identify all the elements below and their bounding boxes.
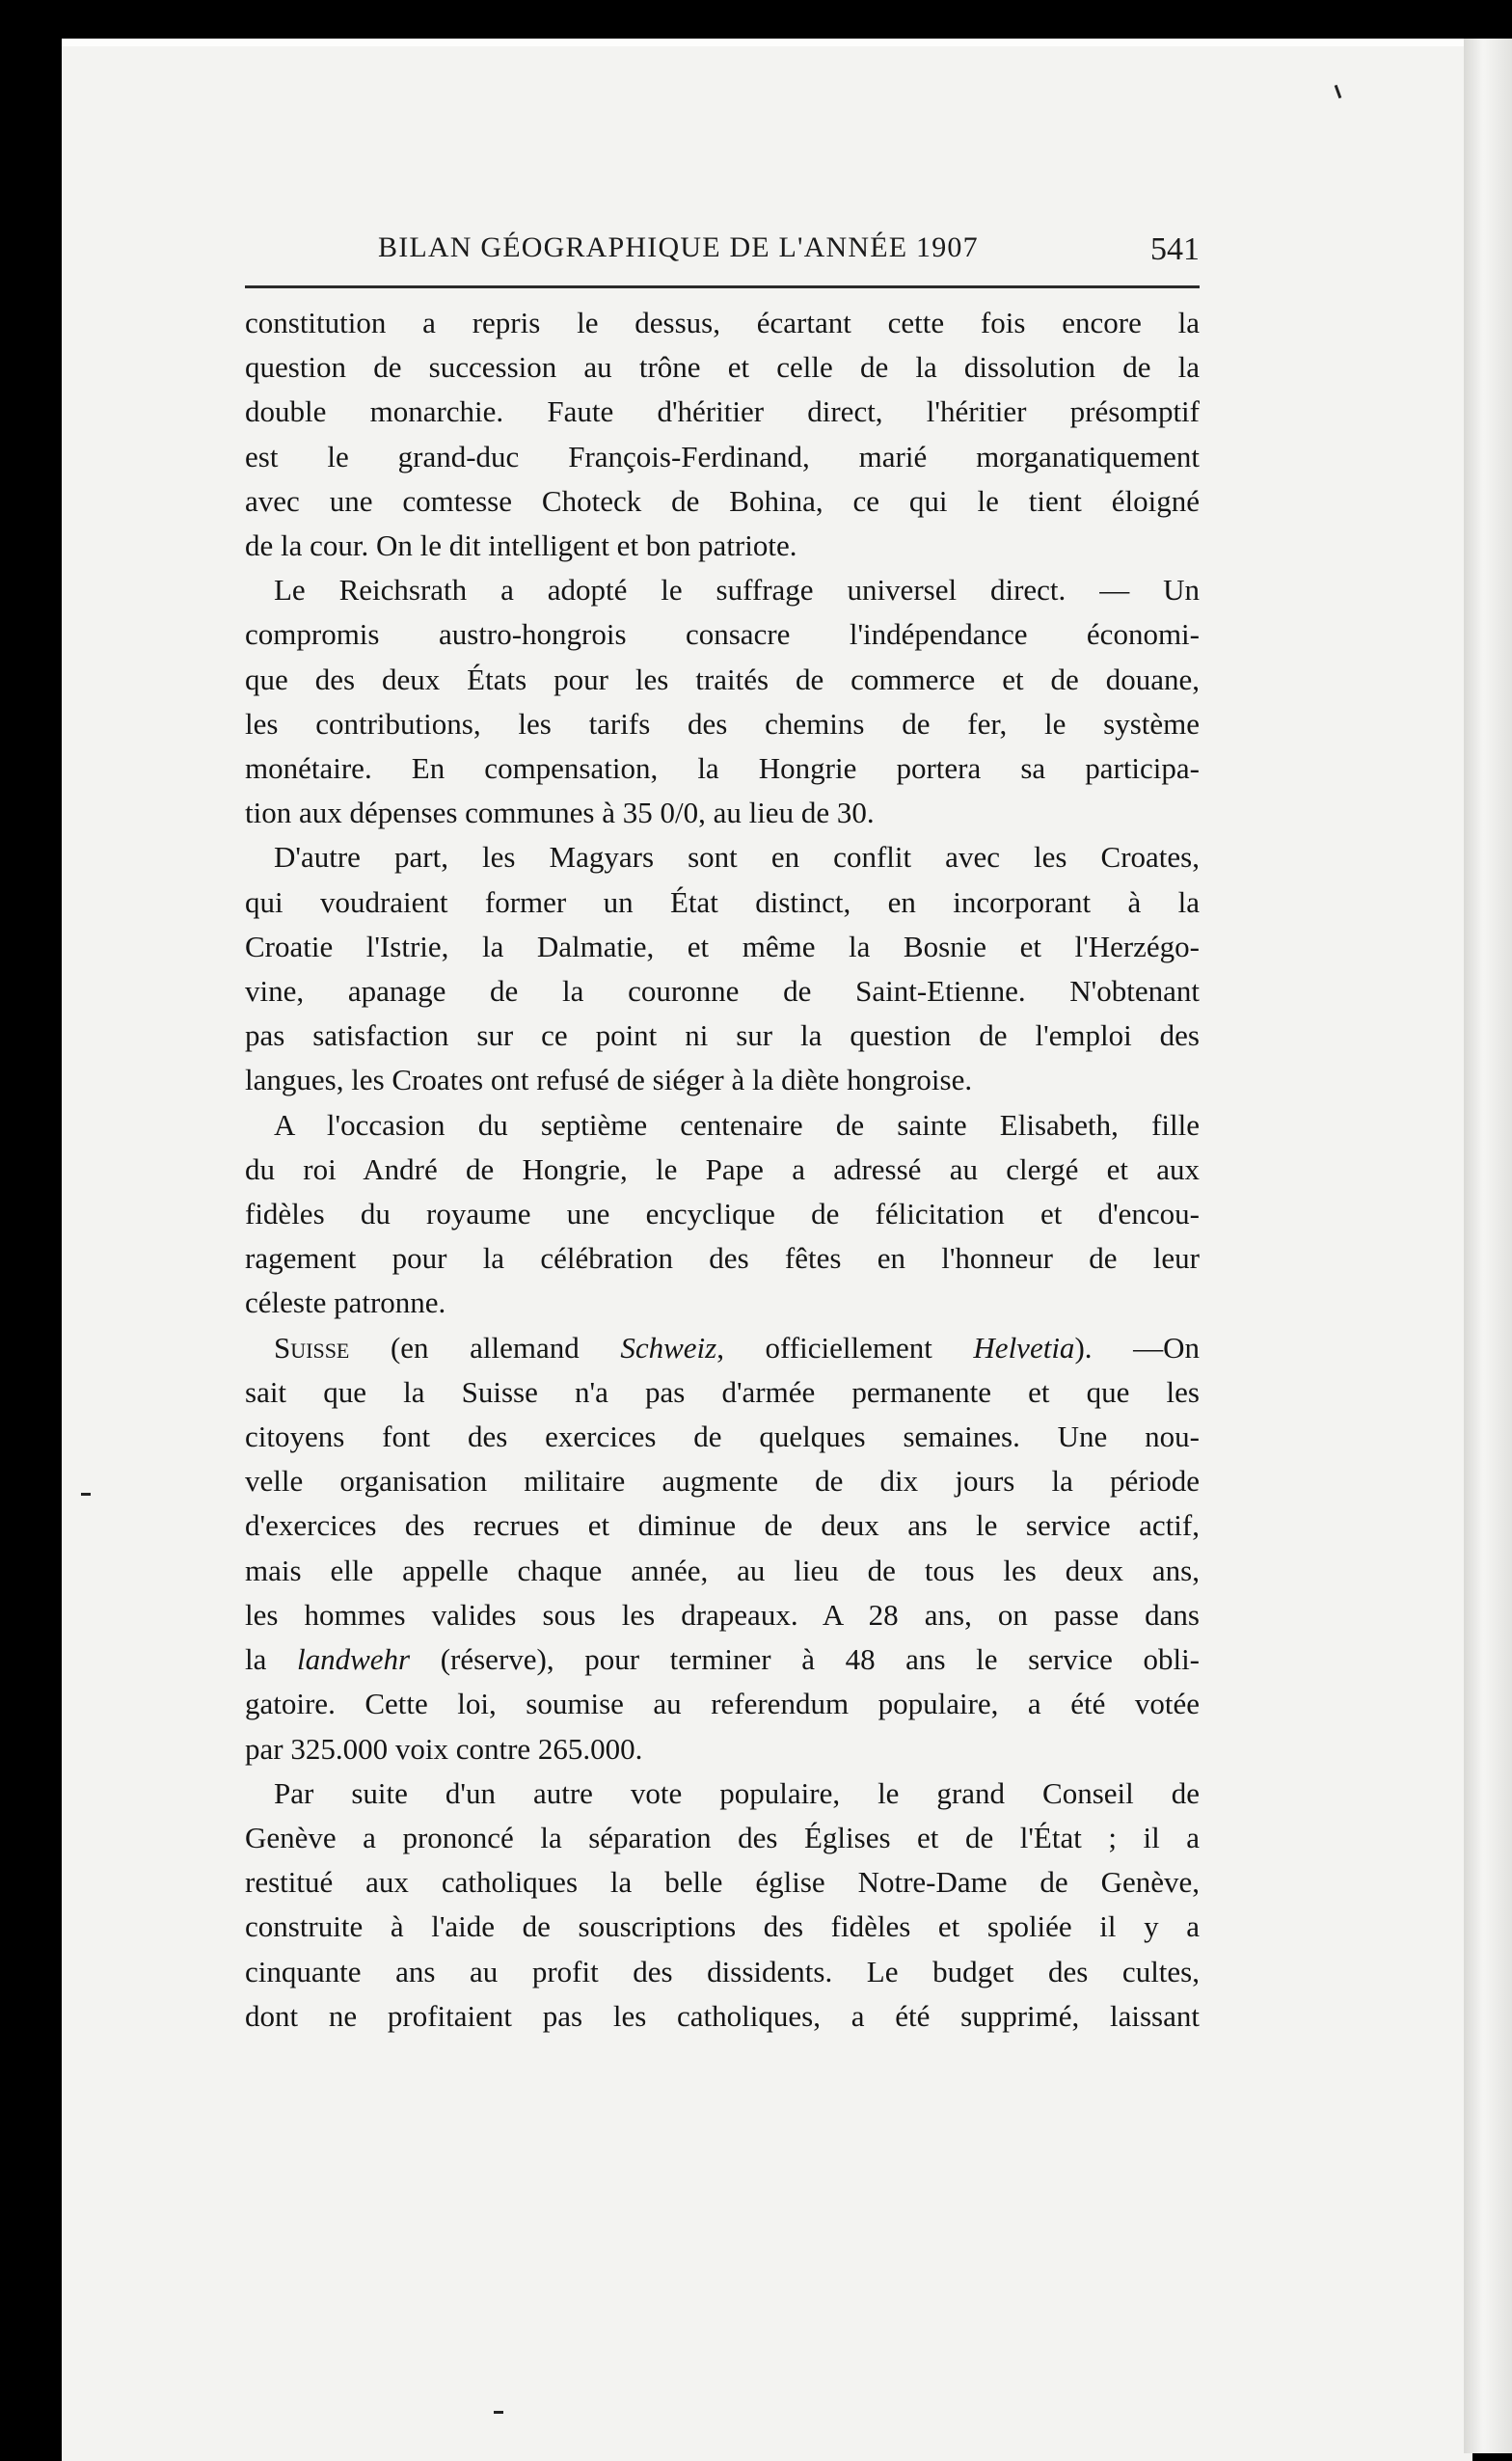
text-line: cinquante ans au profit des dissidents. Le budget des cultes, (245, 1954, 1200, 1988)
italic-term: Schweiz (620, 1330, 717, 1365)
text-line: ragement pour la célébration des fêtes en l'honneur de leur (245, 1241, 1200, 1276)
text-line: sait que la Suisse n'a pas d'armée permanente et que les (245, 1374, 1200, 1409)
text-line: restitué aux catholiques la belle église Notre-Dame de Genève, (245, 1865, 1200, 1900)
text-line: Par suite d'un autre vote populaire, le grand Conseil de (274, 1775, 1200, 1810)
text-run: , officiellement (716, 1330, 974, 1365)
running-header (378, 228, 1200, 272)
text-line: constitution a repris le dessus, écartant cette fois encore la (245, 306, 1200, 339)
text-line: double monarchie. Faute d'héritier direct, l'héritier présomptif (245, 394, 1200, 429)
text-line: pas satisfaction sur ce point ni sur la question de l'emploi des (245, 1018, 1200, 1053)
text-line: fidèles du royaume une encyclique de félicitation et d'encou- (245, 1197, 1200, 1231)
text-line: construite à l'aide de souscriptions des fidèles et spoliée il y a (245, 1909, 1200, 1944)
text-line: de la cour. On le dit intelligent et bon patriote. (245, 528, 797, 563)
text-line: velle organisation militaire augmente de dix jours la période (245, 1464, 1200, 1499)
body-text (245, 301, 1200, 2039)
italic-term: landwehr (296, 1642, 411, 1677)
text-line: compromis austro-hongrois consacre l'indépendance économi- (245, 617, 1200, 652)
text-run: (réserve), pour terminer à 48 ans le service obli- (410, 1642, 1201, 1677)
running-title: BILAN GÉOGRAPHIQUE DE L'ANNÉE 1907 (378, 231, 979, 263)
text-line: Croatie l'Istrie, la Dalmatie, et même la Bosnie et l'Herzégo- (245, 929, 1200, 963)
margin-mark (81, 1493, 91, 1496)
text-line-suisse (245, 1326, 1200, 1370)
text-line: d'exercices des recrues et diminue de deux ans le service actif, (245, 1508, 1200, 1543)
text-line: mais elle appelle chaque année, au lieu de tous les deux ans, (245, 1553, 1200, 1587)
text-run: ). —On (1074, 1330, 1200, 1365)
text-line: tion aux dépenses communes à 35 0/0, au lieu de 30. (245, 796, 875, 830)
text-line: A l'occasion du septième centenaire de sainte Elisabeth, fille (274, 1107, 1200, 1142)
text-line: qui voudraient former un État distinct, en incorporant à la (245, 884, 1200, 919)
text-line: du roi André de Hongrie, le Pape a adressé au clergé et aux (245, 1151, 1200, 1186)
margin-mark (494, 2411, 503, 2414)
text-line: céleste patronne. (245, 1285, 446, 1320)
text-line: citoyens font des exercices de quelques semaines. Une nou- (245, 1420, 1200, 1454)
text-line: par 325.000 voix contre 265.000. (245, 1731, 643, 1766)
text-line: question de succession au trône et celle de la dissolution de la (245, 350, 1200, 385)
text-line: les contributions, les tarifs des chemins de fer, le système (245, 706, 1200, 741)
text-run: (en allemand (349, 1330, 621, 1365)
text-line: est le grand-duc François-Ferdinand, marié morganatiquement (245, 439, 1200, 473)
text-line: langues, les Croates ont refusé de siéger à la diète hongroise. (245, 1063, 973, 1097)
page-number: 541 (1150, 231, 1200, 267)
text-line: que des deux États pour les traités de commerce et de douane, (245, 662, 1200, 696)
italic-term: Helvetia (973, 1330, 1075, 1365)
text-run: la (245, 1642, 297, 1677)
text-line: monétaire. En compensation, la Hongrie portera sa participa- (245, 751, 1200, 786)
text-line-landwehr (245, 1637, 1200, 1682)
header-rule (245, 285, 1200, 288)
text-line: dont ne profitaient pas les catholiques, a été supprimé, laissant (245, 1998, 1200, 2033)
text-line: avec une comtesse Choteck de Bohina, ce qui le tient éloigné (245, 483, 1200, 518)
text-line: D'autre part, les Magyars sont en conflit avec les Croates, (274, 840, 1200, 875)
page-edge (1464, 39, 1512, 2453)
text-line: les hommes valides sous les drapeaux. A 28 ans, on passe dans (245, 1597, 1200, 1632)
text-line: Le Reichsrath a adopté le suffrage universel direct. — Un (274, 573, 1200, 608)
section-lead: Suisse (274, 1330, 350, 1365)
text-line: vine, apanage de la couronne de Saint-Etienne. N'obtenant (245, 974, 1200, 1009)
text-line: Genève a prononcé la séparation des Églises et de l'État ; il a (245, 1820, 1200, 1854)
text-line: gatoire. Cette loi, soumise au referendum populaire, a été votée (245, 1687, 1200, 1721)
